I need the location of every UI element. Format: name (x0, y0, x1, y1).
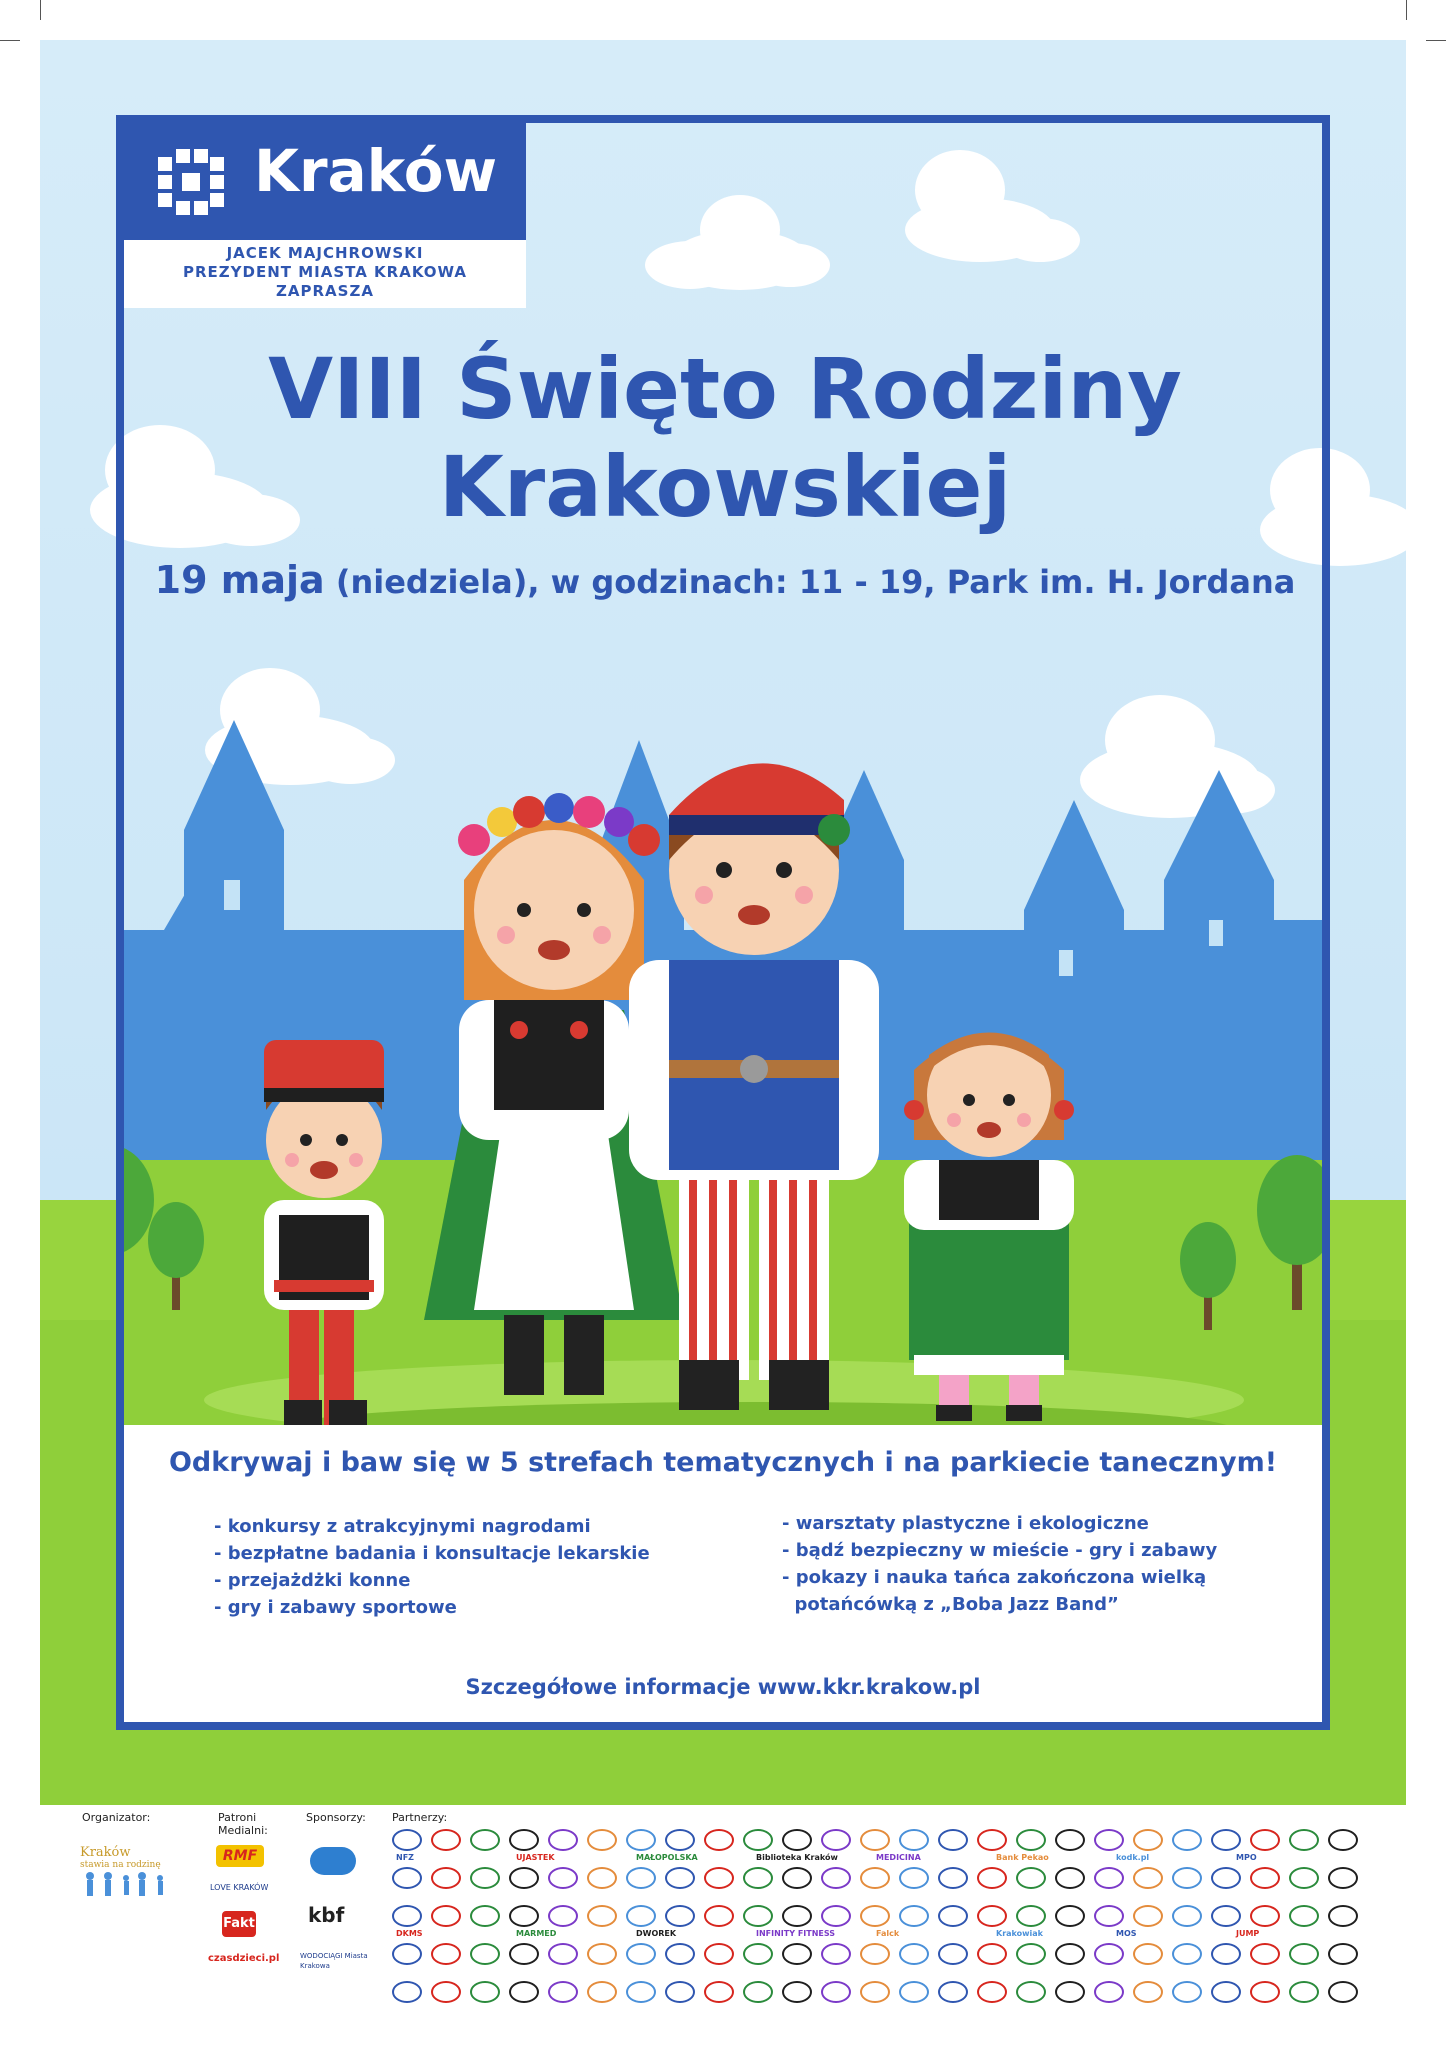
partner-logo (1289, 1829, 1319, 1851)
partner-logo (1094, 1867, 1124, 1889)
partner-logo (548, 1867, 578, 1889)
partner-logo (509, 1943, 539, 1965)
partner-logo (626, 1943, 656, 1965)
partner-logo (1328, 1943, 1358, 1965)
partner-logo (782, 1829, 812, 1851)
partner-logo (1094, 1905, 1124, 1927)
partner-logo (587, 1867, 617, 1889)
partner-logo (626, 1905, 656, 1927)
partner-logo (938, 1829, 968, 1851)
partner-logo (1289, 1981, 1319, 2003)
sponsor-footer (0, 1805, 1446, 2048)
partner-logo-name: Bank Pekao (996, 1853, 1049, 1862)
partner-logo (470, 1981, 500, 2003)
partner-logo (587, 1981, 617, 2003)
media-logo-fakt: Fakt (222, 1911, 256, 1937)
partner-logo (587, 1829, 617, 1851)
partner-logo (626, 1829, 656, 1851)
partner-logo (743, 1943, 773, 1965)
partner-logo (431, 1905, 461, 1927)
partner-logo (860, 1829, 890, 1851)
partner-logo (899, 1905, 929, 1927)
partner-logo (392, 1829, 422, 1851)
title-line-1: VIII Święto Rodziny (268, 340, 1182, 438)
partner-logo (899, 1829, 929, 1851)
partner-logo (470, 1943, 500, 1965)
partner-logo-name: UJASTEK (516, 1853, 555, 1862)
partner-logo (665, 1943, 695, 1965)
partner-logo (821, 1981, 851, 2003)
partner-logo (860, 1943, 890, 1965)
partner-logo-name: INFINITY FITNESS (756, 1929, 836, 1938)
list-item: - warsztaty plastyczne i ekologiczne (782, 1513, 1149, 1534)
list-item: - pokazy i nauka tańca zakończona wielką (782, 1567, 1207, 1588)
partner-logo (1016, 1943, 1046, 1965)
list-item: - konkursy z atrakcyjnymi nagrodami (214, 1516, 591, 1537)
media-label: Patroni Medialni: (218, 1811, 268, 1837)
partner-logo-name: DWOREK (636, 1929, 677, 1938)
sponsor-logo-badge (310, 1847, 356, 1875)
media-logo-czasdzieci: czasdzieci.pl (208, 1953, 280, 1964)
crop-mark (1406, 0, 1407, 20)
info-panel (124, 1425, 1322, 1722)
partner-logo (704, 1943, 734, 1965)
partner-logo (743, 1905, 773, 1927)
info-headline: Odkrywaj i baw się w 5 strefach tematycznych i na parkiecie tanecznym! (168, 1447, 1278, 1478)
organizer-label: Organizator: (82, 1811, 151, 1824)
partner-logo (1250, 1981, 1280, 2003)
logo-city-name: Kraków (254, 137, 498, 205)
invite-action: ZAPRASZA (276, 282, 374, 300)
partner-logo (392, 1905, 422, 1927)
list-item: - bądź bezpieczny w mieście - gry i zabawy (782, 1540, 1218, 1561)
partner-logo (1016, 1981, 1046, 2003)
family-illustration (124, 600, 1322, 1457)
event-date: 19 maja (154, 558, 325, 602)
list-item: - gry i zabawy sportowe (214, 1597, 457, 1618)
partner-logo (1055, 1905, 1085, 1927)
partner-logo (704, 1867, 734, 1889)
partner-logo (1172, 1905, 1202, 1927)
partner-logo (665, 1981, 695, 2003)
partner-logo (1172, 1981, 1202, 2003)
partner-logo (1016, 1867, 1046, 1889)
partner-logo (977, 1943, 1007, 1965)
partner-logo (1328, 1867, 1358, 1889)
partner-logo (1133, 1905, 1163, 1927)
crop-mark (1426, 40, 1446, 41)
partner-logo (938, 1867, 968, 1889)
partner-logo (782, 1981, 812, 2003)
partner-logo (1016, 1829, 1046, 1851)
partner-logo (509, 1905, 539, 1927)
partner-logo (1328, 1905, 1358, 1927)
partner-logo (1016, 1905, 1046, 1927)
partner-logo-name: MARMED (516, 1929, 557, 1938)
partner-logo (899, 1943, 929, 1965)
sponsor-logo-kbf: kbf (308, 1903, 345, 1927)
partner-logo (431, 1829, 461, 1851)
crop-mark (0, 40, 20, 41)
sponsors-label: Sponsorzy: (306, 1811, 366, 1824)
media-logo-rmf: RMF (216, 1845, 264, 1867)
partner-logo (938, 1905, 968, 1927)
partner-logo (548, 1905, 578, 1927)
partner-logo (1055, 1943, 1085, 1965)
partner-logo (392, 1981, 422, 2003)
partner-logo (548, 1829, 578, 1851)
partner-logo (1250, 1829, 1280, 1851)
partner-logo (509, 1981, 539, 2003)
partner-logo (392, 1867, 422, 1889)
event-date-line (120, 558, 1330, 602)
partner-logo (548, 1943, 578, 1965)
partner-logo-name: DKMS (396, 1929, 423, 1938)
partner-logo (704, 1829, 734, 1851)
partner-logo (587, 1943, 617, 1965)
partner-logo (1289, 1867, 1319, 1889)
title-line-2: Krakowskiej (438, 438, 1012, 536)
partner-logo (938, 1981, 968, 2003)
poster (40, 40, 1406, 1805)
partner-logo-name: kodk.pl (1116, 1853, 1150, 1862)
partner-logo (704, 1981, 734, 2003)
partner-logo-name: MOS (1116, 1929, 1137, 1938)
partner-logo-name: NFZ (396, 1853, 414, 1862)
partner-logo-name: Krakowiak (996, 1929, 1043, 1938)
partner-logo (743, 1867, 773, 1889)
partner-logo (860, 1867, 890, 1889)
partner-logo (1055, 1829, 1085, 1851)
partner-logo (743, 1981, 773, 2003)
partner-logo (509, 1829, 539, 1851)
partner-logo (1289, 1905, 1319, 1927)
partner-logo (665, 1829, 695, 1851)
partner-logo (1250, 1867, 1280, 1889)
partner-logo (1250, 1943, 1280, 1965)
invite-role: PREZYDENT MIASTA KRAKOWA (182, 263, 468, 281)
partner-logo (782, 1943, 812, 1965)
partner-logo (1211, 1905, 1241, 1927)
partner-logo (1328, 1981, 1358, 2003)
partner-logo (1328, 1829, 1358, 1851)
partner-logo (1094, 1829, 1124, 1851)
partner-logo (665, 1867, 695, 1889)
partner-logo (1055, 1981, 1085, 2003)
partner-logo (1250, 1905, 1280, 1927)
partner-logo (431, 1943, 461, 1965)
organizer-logo: Kraków stawia na rodzinę (80, 1845, 180, 1905)
partner-logo (1094, 1981, 1124, 2003)
more-info-link[interactable]: Szczegółowe informacje www.kkr.krakow.pl (465, 1675, 981, 1699)
partner-logo (1172, 1829, 1202, 1851)
list-item: potańcówką z „Boba Jazz Band” (782, 1594, 1119, 1615)
partner-logo (899, 1981, 929, 2003)
partner-logo (1133, 1981, 1163, 2003)
list-item: - bezpłatne badania i konsultacje lekarskie (214, 1543, 650, 1564)
partner-logo (977, 1867, 1007, 1889)
list-item: - przejażdżki konne (214, 1570, 411, 1591)
partner-logo (1211, 1943, 1241, 1965)
partner-logo (587, 1905, 617, 1927)
partner-logo (1289, 1943, 1319, 1965)
sponsor-logo-wodociagi: WODOCIĄGI Miasta Krakowa (300, 1952, 368, 1970)
partner-logo (509, 1867, 539, 1889)
partner-logo-name: Falck (876, 1929, 900, 1938)
partner-logo (977, 1829, 1007, 1851)
partner-logo (821, 1943, 851, 1965)
partner-logo (1211, 1829, 1241, 1851)
media-logo-love-krakow: LOVE KRAKÓW (210, 1883, 269, 1892)
partner-logo (1133, 1829, 1163, 1851)
krakow-logo (116, 115, 526, 240)
partner-logo (782, 1867, 812, 1889)
event-details: (niedziela), w godzinach: 11 - 19, Park im. H. Jordana (335, 563, 1296, 601)
partner-logo (548, 1981, 578, 2003)
partner-logo (977, 1905, 1007, 1927)
partner-logo (665, 1905, 695, 1927)
activities-list-left (214, 1513, 650, 1621)
partner-logo-name: JUMP (1236, 1929, 1260, 1938)
partner-logo (821, 1905, 851, 1927)
partner-logo (938, 1943, 968, 1965)
partner-logo (431, 1981, 461, 2003)
partner-logo (470, 1829, 500, 1851)
partner-logo (1133, 1867, 1163, 1889)
partner-logo (1133, 1943, 1163, 1965)
invite-name: JACEK MAJCHROWSKI (226, 244, 424, 262)
partner-logo (470, 1905, 500, 1927)
partner-logo (821, 1829, 851, 1851)
partner-logo-name: MEDICINA (876, 1853, 921, 1862)
invitation-block (124, 240, 526, 308)
partner-logo (782, 1905, 812, 1927)
partner-logo (821, 1867, 851, 1889)
partner-logo (899, 1867, 929, 1889)
partner-logo (1094, 1943, 1124, 1965)
activities-list-right (782, 1510, 1217, 1618)
event-title (120, 340, 1330, 536)
girl-small (904, 1033, 1074, 1422)
partner-logo (1172, 1943, 1202, 1965)
partner-logo (977, 1981, 1007, 2003)
family-figures-icon (80, 1870, 180, 1898)
partner-logo (743, 1829, 773, 1851)
partner-logo (626, 1981, 656, 2003)
partner-logo (860, 1981, 890, 2003)
partner-logo-name: MAŁOPOLSKA (636, 1853, 698, 1862)
partner-logo (470, 1867, 500, 1889)
partner-logo (1211, 1867, 1241, 1889)
krakow-logo-icon (158, 149, 224, 215)
crop-mark (40, 0, 41, 20)
partner-logo (626, 1867, 656, 1889)
partner-logo (1172, 1867, 1202, 1889)
partner-logo (1211, 1981, 1241, 2003)
partner-logo (1055, 1867, 1085, 1889)
partner-logo-name: MPO (1236, 1853, 1257, 1862)
partner-logo (860, 1905, 890, 1927)
partner-logo-name: Biblioteka Kraków (756, 1853, 838, 1862)
partners-label: Partnerzy: (392, 1811, 448, 1824)
partner-logo (431, 1867, 461, 1889)
partner-logo (392, 1943, 422, 1965)
partner-logo (704, 1905, 734, 1927)
partner-logos-grid (392, 1829, 1372, 2029)
